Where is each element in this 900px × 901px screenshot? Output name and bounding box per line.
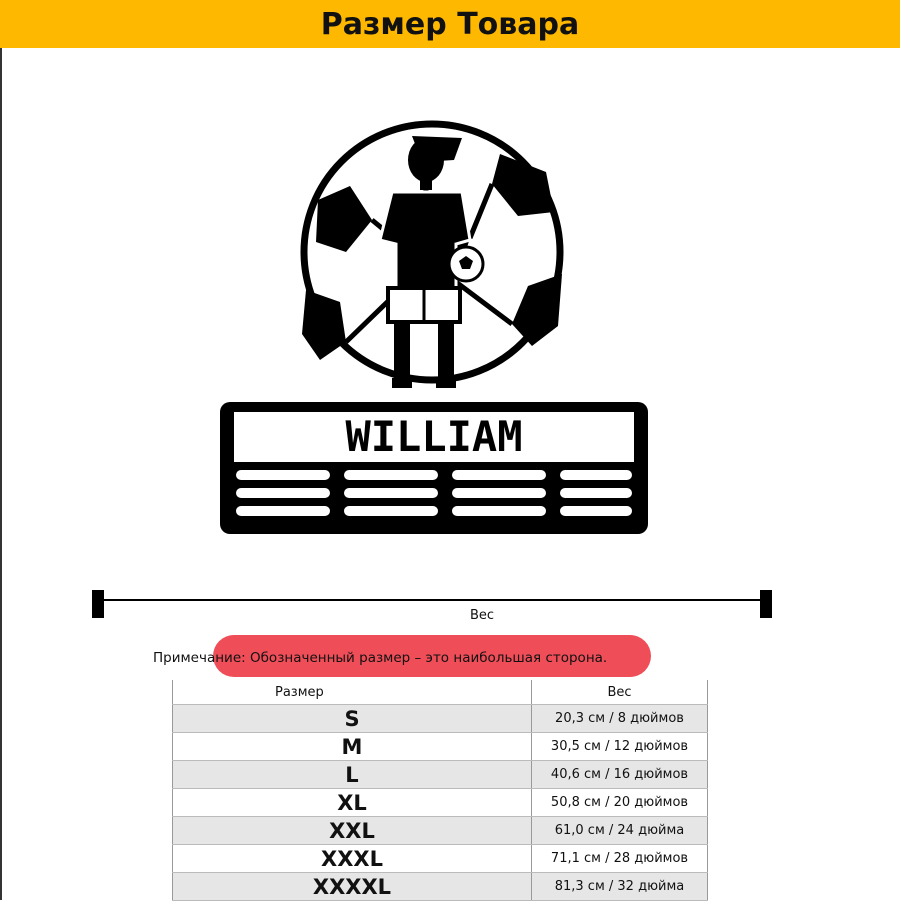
table-row: [173, 761, 708, 789]
size-cell: XL: [173, 789, 532, 817]
weight-cell: 61,0 см / 24 дюйма: [532, 817, 708, 845]
note-text: Примечание: Обозначенный размер – это наибольшая сторона.: [153, 650, 608, 666]
weight-cell: 50,8 см / 20 дюймов: [532, 789, 708, 817]
product-image: [200, 120, 670, 560]
size-cell: M: [173, 733, 532, 761]
table-row: [173, 817, 708, 845]
table-row: [173, 733, 708, 761]
size-cell: XXXL: [173, 845, 532, 873]
size-cell: XXXXL: [173, 873, 532, 901]
weight-cell: 20,3 см / 8 дюймов: [532, 705, 708, 733]
size-column-header: Размер: [173, 680, 532, 705]
size-cell: XXL: [173, 817, 532, 845]
table-row: [173, 845, 708, 873]
table-row: [173, 873, 708, 901]
table-row: [173, 789, 708, 817]
page-title: Размер Товара: [320, 6, 580, 42]
weight-cell: 71,1 см / 28 дюймов: [532, 845, 708, 873]
dimension-indicator: [92, 590, 772, 620]
medal-hanger: [220, 402, 648, 534]
dimension-label: Вес: [470, 608, 495, 623]
size-cell: S: [173, 705, 532, 733]
dimension-line: [102, 599, 766, 601]
weight-cell: 30,5 см / 12 дюймов: [532, 733, 708, 761]
size-table: [172, 680, 708, 901]
weight-cell: 40,6 см / 16 дюймов: [532, 761, 708, 789]
name-plate-text: WILLIAM: [345, 412, 523, 461]
weight-cell: 81,3 см / 32 дюйма: [532, 873, 708, 901]
dimension-cap-right: [760, 590, 772, 618]
size-cell: L: [173, 761, 532, 789]
dimension-cap-left: [92, 590, 104, 618]
table-header-row: [173, 680, 708, 705]
left-border: [0, 48, 2, 900]
table-row: [173, 705, 708, 733]
header-banner: [0, 0, 900, 48]
weight-column-header: Вес: [532, 680, 708, 705]
